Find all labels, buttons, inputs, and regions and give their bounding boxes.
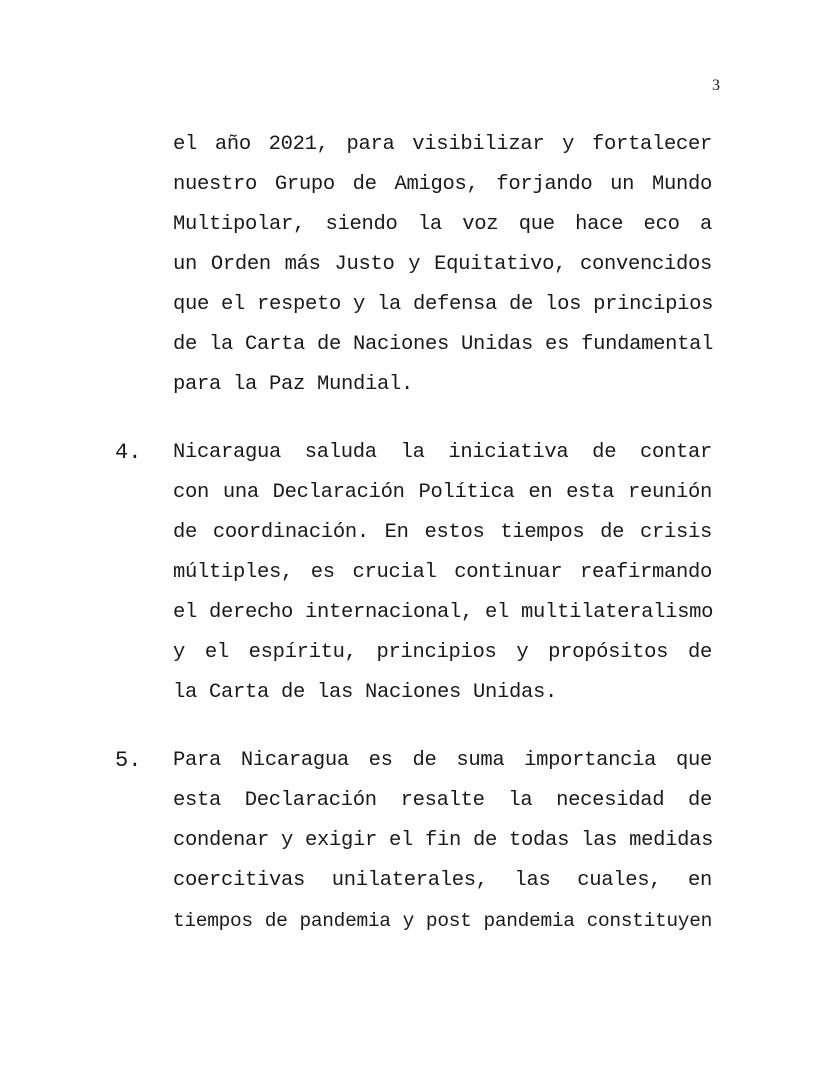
text-line: de la Carta de Naciones Unidas es fundamental — [173, 333, 714, 356]
text-line: de coordinación. En estos tiempos de crisis — [173, 521, 712, 544]
text-line: tiempos de pandemia y post pandemia constituyen — [173, 910, 712, 932]
text-line: nuestro Grupo de Amigos, forjando un Mundo — [173, 173, 712, 196]
text-line: múltiples, es crucial continuar reafirmando — [173, 561, 712, 584]
paragraph-number: 5. — [115, 748, 142, 773]
text-line: un Orden más Justo y Equitativo, convencidos — [173, 253, 712, 276]
text-line: esta Declaración resalte la necesidad de — [173, 789, 712, 812]
text-line: coercitivas unilaterales, las cuales, en — [173, 869, 712, 892]
text-line: que el respeto y la defensa de los principios — [173, 293, 714, 316]
text-line: Nicaragua saluda la iniciativa de contar — [173, 441, 712, 464]
text-line: el año 2021, para visibilizar y fortalecer — [173, 133, 712, 156]
text-line: condenar y exigir el fin de todas las medidas — [173, 829, 714, 852]
text-line: Multipolar, siendo la voz que hace eco a — [173, 213, 712, 236]
text-line: el derecho internacional, el multilateralismo — [173, 601, 714, 624]
text-line: la Carta de las Naciones Unidas. — [173, 681, 558, 704]
text-line: con una Declaración Política en esta reunión — [173, 481, 712, 504]
page-number: 3 — [712, 77, 720, 94]
text-line: Para Nicaragua es de suma importancia que — [173, 749, 712, 772]
text-line: y el espíritu, principios y propósitos de — [173, 641, 712, 664]
paragraph-number: 4. — [115, 440, 142, 465]
text-line: para la Paz Mundial. — [173, 373, 414, 396]
